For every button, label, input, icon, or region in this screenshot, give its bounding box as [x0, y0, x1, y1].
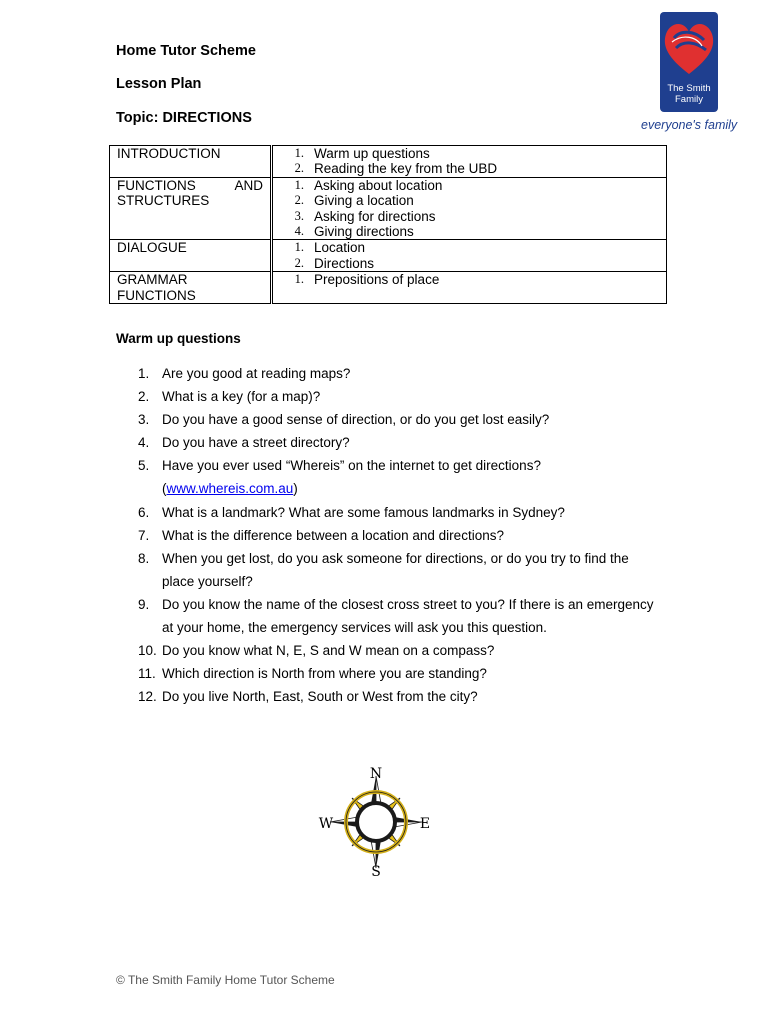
- row-label-text: GRAMMAR: [117, 272, 188, 288]
- row-label-text: FUNCTIONS: [117, 287, 196, 303]
- list-item: 1. Warm up questions: [294, 146, 430, 161]
- question-item: 3. Do you have a good sense of direction, or do you get lost easily?: [138, 412, 550, 428]
- compass-n: N: [369, 766, 383, 782]
- row-label: [110, 240, 272, 272]
- table-row: [110, 240, 667, 272]
- question-item: 5. Have you ever used “Whereis” on the internet to get directions? (www.whereis.com.au): [138, 458, 541, 497]
- warmup-heading: Warm up questions: [116, 331, 241, 346]
- question-item: 1. Are you good at reading maps?: [138, 366, 351, 381]
- topic-title: Topic: DIRECTIONS: [116, 110, 252, 126]
- list-item: 4. Giving directions: [294, 224, 414, 240]
- logo-tagline: everyone's family: [641, 118, 738, 132]
- logo-text: [660, 83, 718, 105]
- question-item: 4. Do you have a street directory?: [138, 435, 350, 451]
- footer-copyright: © The Smith Family Home Tutor Scheme: [116, 973, 335, 987]
- scheme-title: Home Tutor Scheme: [116, 43, 256, 59]
- smith-family-logo: [660, 12, 718, 112]
- row-items: [272, 146, 667, 178]
- question-item: 8. When you get lost, do you ask someone for directions, or do you try to find the place yourself?: [138, 550, 629, 589]
- row-label-text: STRUCTURES: [117, 193, 210, 209]
- question-item: 6. What is a landmark? What are some famous landmarks in Sydney?: [138, 504, 565, 520]
- list-item: 2. Reading the key from the UBD: [294, 161, 498, 177]
- row-label: [110, 177, 272, 240]
- whereis-link[interactable]: www.whereis.com.au: [166, 481, 294, 497]
- list-item: 3. Asking for directions: [294, 208, 436, 224]
- compass-w: W: [318, 816, 334, 832]
- lesson-plan-title: Lesson Plan: [116, 76, 202, 92]
- question-item: 9. Do you know the name of the closest cross street to you? If there is an emergency at your home, the emergency services will ask you this question.: [138, 596, 654, 636]
- row-items: [272, 177, 667, 240]
- question-item: 7. What is the difference between a location and directions?: [138, 527, 504, 543]
- question-item: 2. What is a key (for a map)?: [138, 389, 321, 405]
- logo-text-line1: The Smith: [667, 83, 711, 94]
- list-item: 1. Location: [294, 240, 366, 256]
- list-item: 2. Giving a location: [294, 193, 414, 209]
- table-row: [110, 146, 667, 178]
- warmup-questions-list: [138, 362, 658, 708]
- compass-rose-icon: [316, 762, 436, 882]
- logo-text-line2: Family: [675, 94, 703, 105]
- row-label-text: DIALOGUE: [117, 240, 187, 256]
- compass-e: E: [419, 816, 431, 832]
- question-item: 12. Do you live North, East, South or West from the city?: [138, 689, 478, 705]
- row-label-text: AND: [234, 177, 263, 193]
- list-item: 1. Prepositions of place: [294, 272, 440, 288]
- list-item: 1. Asking about location: [294, 177, 443, 193]
- row-label-text: INTRODUCTION: [117, 146, 221, 161]
- row-items: [272, 272, 667, 304]
- table-row: [110, 177, 667, 240]
- question-item: 10. Do you know what N, E, S and W mean on a compass?: [138, 643, 495, 659]
- row-label: [110, 272, 272, 304]
- list-item: 2. Directions: [294, 255, 375, 271]
- table-row: [110, 272, 667, 304]
- question-item: 11. Which direction is North from where you are standing?: [138, 666, 487, 682]
- row-label: [110, 146, 272, 178]
- hands-heart-icon: [660, 12, 718, 82]
- compass-s: S: [371, 864, 381, 880]
- lesson-table: [109, 145, 667, 304]
- row-items: [272, 240, 667, 272]
- row-label-text: FUNCTIONS: [117, 177, 196, 193]
